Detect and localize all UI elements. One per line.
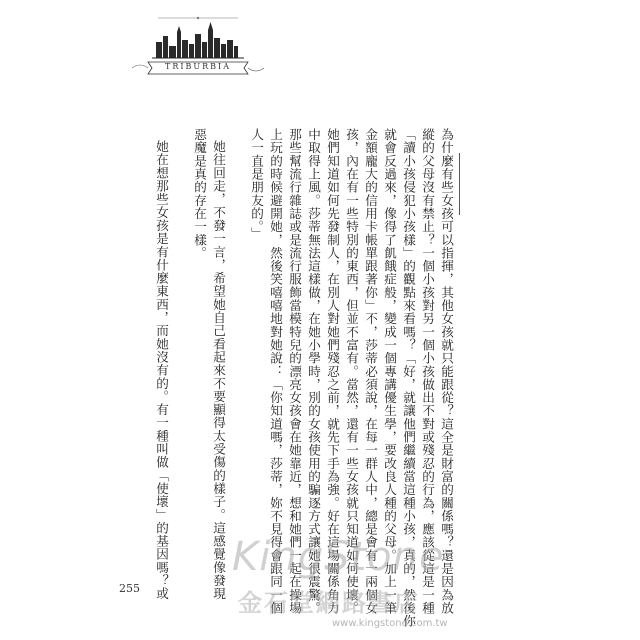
text-column-9: 那些幫流行雜誌或是流行服飾當模特兒的漂亮女孩會在她靠近，想和她們一起在操場 bbox=[287, 128, 302, 615]
text-column-1: 為什麼有些女孩可以指揮，其他女孩就只能跟從？這全是財富的關係嗎？還是因為放 bbox=[439, 128, 454, 615]
kingstone-watermark-url: www.kingstone.com.tw bbox=[332, 618, 448, 629]
text-column-6: 孩，內在有一些特別的東西，但並不富有。當然，還有一些女孩就只知道如何使壞。 bbox=[344, 128, 359, 615]
text-column-5: 金額龐大的信用卡帳單跟著你」不，莎蒂必須說，在每一群人中，總是會有一兩個女 bbox=[363, 128, 378, 615]
text-column-8: 中取得上風。莎蒂無法這樣做，在她小學時，別的女孩使用的騙逐方式讓她很震驚。 bbox=[306, 128, 321, 615]
text-column-2: 縱的父母沒有禁止？一個小孩對另一個小孩做出不對或殘忍的行為，應該從這是一種 bbox=[420, 128, 435, 615]
text-column-11: 人一直是朋友的。」 bbox=[249, 128, 264, 241]
banner-title: TRIBURBIA bbox=[165, 62, 231, 71]
text-column-3: 「讀小孩侵犯小孩樣」的觀點來看嗎？「好，就讓他們繼續當這種小孩，真的，然後你 bbox=[401, 128, 416, 628]
decorative-rule bbox=[459, 153, 460, 215]
text-column-16: 她在想那些女孩是有什麼東西，而她沒有的。有一種叫做「使壞」的基因嗎？或 bbox=[154, 140, 169, 601]
text-column-4: 就會反過來，像得了飢餓症般，變成一個專講優生學，要改良人種的父母。加上一筆 bbox=[382, 128, 397, 615]
text-column-10: 上玩的時候避開她，然後笑嘻嘻地對她說：「你知道嗎，莎蒂，妳不見得會跟同一個 bbox=[268, 128, 283, 615]
text-column-13: 她往回走，不發一言，希望她自己看起來不要顯得太受傷的樣子。這感覺像發現 bbox=[211, 140, 226, 601]
text-column-14: 惡魔是真的存在一樣。 bbox=[192, 128, 207, 260]
kingstone-watermark-logo: KingStone bbox=[232, 534, 445, 580]
city-skyline-icon bbox=[118, 12, 278, 82]
chapter-header-banner bbox=[118, 12, 278, 82]
kingstone-watermark-chinese: 金石堂網路書店 bbox=[238, 588, 420, 617]
page-number: 255 bbox=[119, 582, 140, 595]
text-column-7: 她們知道如何先發制人，在別人對她們殘忍之前，就先下手為強。好在這場關係角力 bbox=[325, 128, 340, 615]
